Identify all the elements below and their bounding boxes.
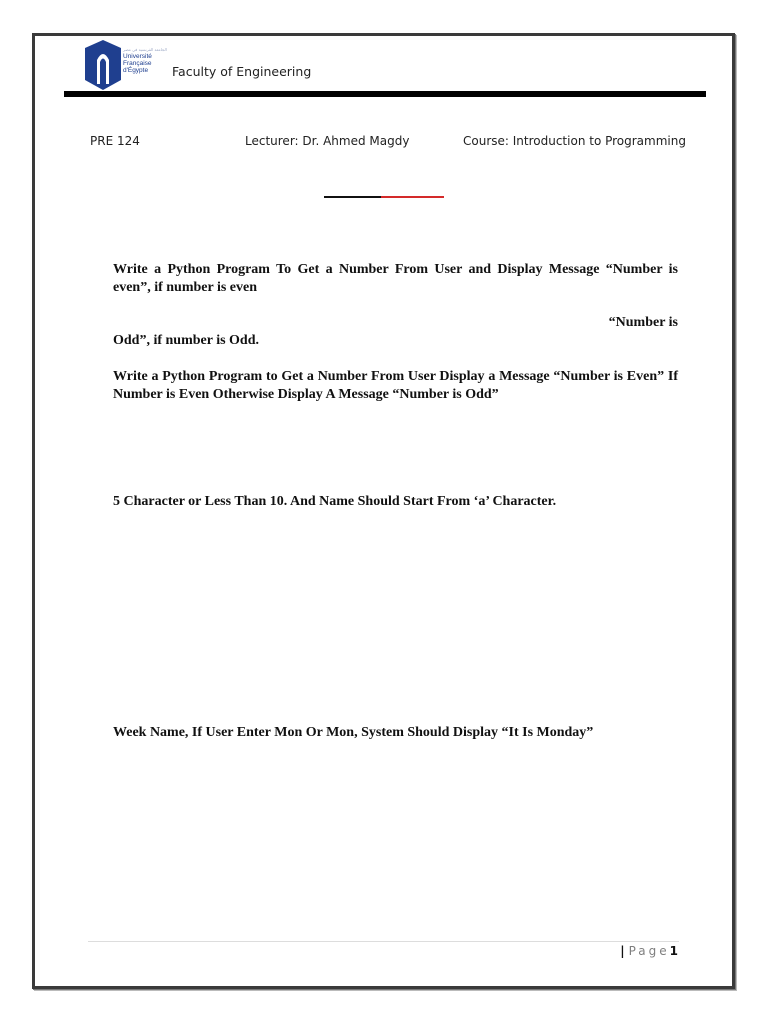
divider-red bbox=[381, 196, 444, 198]
divider-black bbox=[324, 196, 381, 198]
question-1-text: Write a Python Program To Get a Number From User and Display Message “Number is even”, if number is even bbox=[113, 262, 678, 295]
lecturer-name: Lecturer: Dr. Ahmed Magdy bbox=[245, 134, 410, 148]
logo-arabic-text: الجامعة الفرنسية في مصر bbox=[123, 47, 167, 52]
logo-line: Française bbox=[123, 60, 152, 67]
header-bar bbox=[64, 91, 706, 97]
course-name: Course: Introduction to Programming bbox=[463, 134, 686, 148]
logo-text bbox=[123, 53, 167, 74]
page-footer bbox=[620, 944, 678, 958]
logo-line: Université bbox=[123, 53, 152, 60]
footer-rule bbox=[88, 941, 679, 942]
university-logo bbox=[84, 40, 168, 90]
course-code: PRE 124 bbox=[90, 134, 140, 148]
question-1-continued: “Number is bbox=[608, 315, 678, 330]
logo-emblem-icon bbox=[84, 40, 122, 90]
question-2-text: Write a Python Program to Get a Number From User Display a Message “Number is Even” If Number is Even Otherwise Display A Message “Number is Odd” bbox=[113, 369, 678, 402]
question-3-text: 5 Character or Less Than 10. And Name Should Start From ‘a’ Character. bbox=[113, 494, 557, 509]
logo-line: d'Égypte bbox=[123, 67, 149, 74]
page-label: Page bbox=[628, 944, 670, 958]
footer-separator: | bbox=[620, 944, 625, 958]
question-1-end: Odd”, if number is Odd. bbox=[113, 333, 260, 348]
page-number: 1 bbox=[669, 944, 678, 958]
page-border bbox=[32, 33, 735, 989]
question-4-text: Week Name, If User Enter Mon Or Mon, System Should Display “It Is Monday” bbox=[113, 725, 594, 740]
faculty-title: Faculty of Engineering bbox=[172, 64, 312, 79]
